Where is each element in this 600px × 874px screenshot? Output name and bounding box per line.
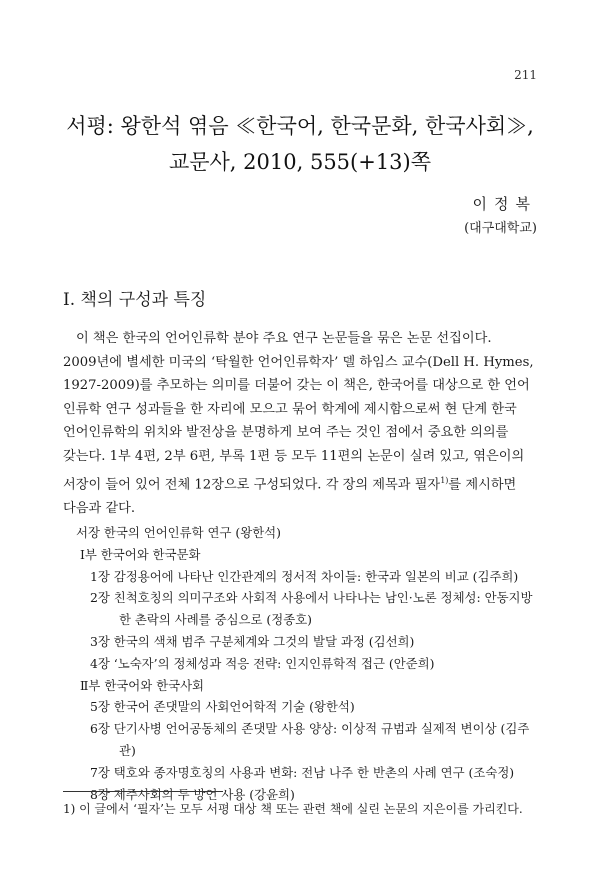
toc-chapter-2: 2장 친척호칭의 의미구조와 사회적 사용에서 나타나는 남인·노론 정체성: 안동지방 [90, 590, 533, 606]
body-line: 인류학 연구 성과들을 한 자리에 모으고 묶어 학계에 제시함으로써 현 단계 한국 [63, 401, 517, 417]
toc-chapter-4: 4장 ‘노숙자’의 정체성과 적응 전략: 인지인류학적 접근 (안준희) [90, 655, 435, 671]
author-name: 이정복 [472, 195, 537, 213]
body-line-text: 서장이 들어 있어 전체 12장으로 구성되었다. 각 장의 제목과 필자 [63, 476, 441, 492]
section-heading: I. 책의 구성과 특징 [63, 290, 207, 310]
toc-chapter-3: 3장 한국의 색채 범주 구분체계와 그것의 발달 과정 (김선희) [90, 633, 415, 649]
footnote: 1) 이 글에서 ‘필자’는 모두 서평 대상 책 또는 관련 책에 실린 논문의 지은이를 가리킨다. [63, 802, 523, 816]
footnote-ref[interactable]: 1) [440, 475, 449, 485]
toc-chapter-8: 8장 제주사회의 두 방언 사용 (강윤희) [90, 786, 295, 802]
toc-chapter-6-cont: 관) [119, 742, 136, 758]
toc-part-1: Ⅰ부 한국어와 한국문화 [80, 546, 201, 562]
author-affiliation: (대구대학교) [464, 221, 537, 236]
toc-intro: 서장 한국의 언어인류학 연구 (왕한석) [76, 525, 281, 540]
body-paragraph [63, 327, 537, 520]
body-line: 언어인류학의 위치와 발전상을 분명하게 보여 주는 것인 점에서 중요한 의의를 [63, 425, 509, 441]
body-line: 이 책은 한국의 언어인류학 분야 주요 연구 논문들을 묶은 논문 선집이다. [76, 331, 492, 346]
toc-chapter-6: 6장 단기사병 언어공동체의 존댓말 사용 양상: 이상적 규범과 실제적 변이상 (김주 [90, 721, 530, 737]
toc-chapter-5: 5장 한국어 존댓말의 사회언어학적 기술 (왕한석) [90, 699, 355, 715]
body-line: 1927-2009)를 추모하는 의미를 더불어 갖는 이 책은, 한국어를 대상으로 한 언어 [63, 378, 530, 394]
table-of-contents [63, 522, 537, 805]
review-title [40, 108, 560, 180]
body-line: 다음과 같다. [63, 500, 136, 516]
page-number: 211 [514, 68, 537, 82]
body-line [63, 469, 537, 497]
toc-chapter-7: 7장 택호와 종자명호칭의 사용과 변화: 전남 나주 한 반촌의 사례 연구 (조숙정) [90, 764, 515, 780]
body-line-tail: 를 제시하면 [448, 476, 517, 492]
body-line: 2009년에 별세한 미국의 ‘탁월한 언어인류학자’ 델 하임스 교수(Dell H. Hymes, [63, 354, 534, 370]
body-line: 갖는다. 1부 4편, 2부 6편, 부록 1편 등 모두 11편의 논문이 실려 있고, 엮은이의 [63, 448, 525, 464]
toc-part-2: Ⅱ부 한국어와 한국사회 [80, 677, 205, 693]
toc-chapter-1: 1장 감정용어에 나타난 인간관계의 정서적 차이들: 한국과 일본의 비교 (김주희) [90, 568, 519, 584]
footnote-divider [63, 791, 223, 792]
toc-chapter-2-cont: 한 촌락의 사례를 중심으로 (정종호) [119, 612, 312, 628]
title-line-1: 서평: 왕한석 엮음 ≪한국어, 한국문화, 한국사회≫, [66, 114, 534, 138]
title-line-2: 교문사, 2010, 555(+13)쪽 [168, 150, 432, 174]
